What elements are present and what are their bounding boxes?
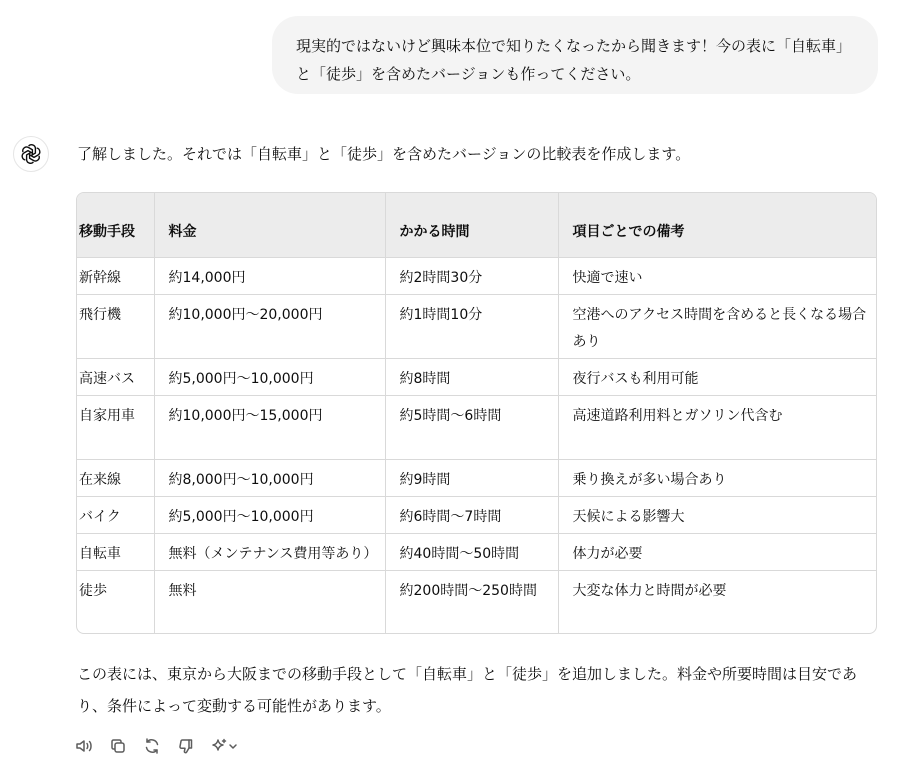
message-action-bar (74, 736, 240, 756)
table-header-cell: 項目ごとでの備考 (558, 193, 876, 257)
copy-icon (109, 737, 127, 755)
regenerate-icon (143, 737, 161, 755)
table-cell: 飛行機 (77, 294, 154, 358)
table-cell: 徒歩 (77, 570, 154, 634)
table-cell: 大変な体力と時間が必要 (572, 582, 727, 599)
assistant-intro-text: 了解しました。それでは「自転車」と「徒歩」を含めたバージョンの比較表を作成します。 (77, 145, 691, 163)
speaker-icon (75, 737, 93, 755)
assistant-summary-text: この表には、東京から大阪までの移動手段として「自転車」と「徒歩」を追加しました。料金や所要時間は目安であり、条件によって変動する可能性があります。 (77, 665, 858, 715)
table-row (77, 395, 876, 459)
openai-logo-icon (20, 143, 42, 165)
copy-button[interactable] (108, 736, 128, 756)
table-cell: 約40時間〜50時間 (385, 533, 558, 570)
table-row (77, 257, 876, 294)
table-cell: 無料（メンテナンス費用等あり） (154, 533, 385, 570)
sparkle-model-icon (210, 737, 240, 755)
table-cell: 自家用車 (77, 395, 154, 459)
change-model-button[interactable] (210, 736, 240, 756)
table-cell: 快適で速い (558, 257, 876, 294)
table-cell: 高速道路利用料とガソリン代含む (558, 395, 876, 459)
bad-response-button[interactable] (176, 736, 196, 756)
table-row (77, 570, 876, 634)
table-header-row (77, 193, 876, 257)
thumbs-down-icon (177, 737, 195, 755)
table-cell: 約14,000円 (154, 257, 385, 294)
user-message-line-2: と「徒歩」を含めたバージョンも作ってください。 (296, 65, 641, 83)
table-cell: 約2時間30分 (385, 257, 558, 294)
table-cell: 乗り換えが多い場合あり (558, 459, 876, 496)
table-row (77, 358, 876, 395)
regenerate-button[interactable] (142, 736, 162, 756)
assistant-avatar (13, 136, 49, 172)
user-message-bubble (272, 16, 878, 94)
table-row (77, 496, 876, 533)
table-cell: 在来線 (77, 459, 154, 496)
table-row (77, 533, 876, 570)
table-cell: 自転車 (77, 533, 154, 570)
table-cell: 約5,000円〜10,000円 (154, 358, 385, 395)
table-cell: 約8,000円〜10,000円 (154, 459, 385, 496)
table-cell: 高速バス (77, 358, 154, 395)
table-cell: 約5,000円〜10,000円 (154, 496, 385, 533)
table-cell: 約8時間 (385, 358, 558, 395)
read-aloud-button[interactable] (74, 736, 94, 756)
table-header-cell: 料金 (154, 193, 385, 257)
table-row (77, 459, 876, 496)
table-cell: 約1時間10分 (385, 294, 558, 358)
table-cell: 新幹線 (77, 257, 154, 294)
table-cell: 約5時間〜6時間 (385, 395, 558, 459)
table-cell: バイク (77, 496, 154, 533)
table-header-cell: 移動手段 (77, 193, 154, 257)
table-cell: 天候による影響大 (558, 496, 876, 533)
table-cell: 体力が必要 (558, 533, 876, 570)
comparison-table-container (76, 192, 877, 634)
table-cell: 無料 (154, 570, 385, 634)
table-cell: 約9時間 (385, 459, 558, 496)
table-cell: 約6時間〜7時間 (385, 496, 558, 533)
table-row (77, 294, 876, 358)
user-message-line-1: 現実的ではないけど興味本位で知りたくなったから聞きます！今の表に「自転車」 (296, 37, 852, 55)
table-cell: 約10,000円〜20,000円 (154, 294, 385, 358)
table-cell: 約200時間〜250時間 (385, 570, 558, 634)
table-cell: 夜行バスも利用可能 (558, 358, 876, 395)
comparison-table (77, 193, 876, 634)
table-cell: 空港へのアクセス時間を含めると長くなる場合あり (558, 294, 876, 358)
table-cell: 約10,000円〜15,000円 (154, 395, 385, 459)
table-header-cell: かかる時間 (385, 193, 558, 257)
